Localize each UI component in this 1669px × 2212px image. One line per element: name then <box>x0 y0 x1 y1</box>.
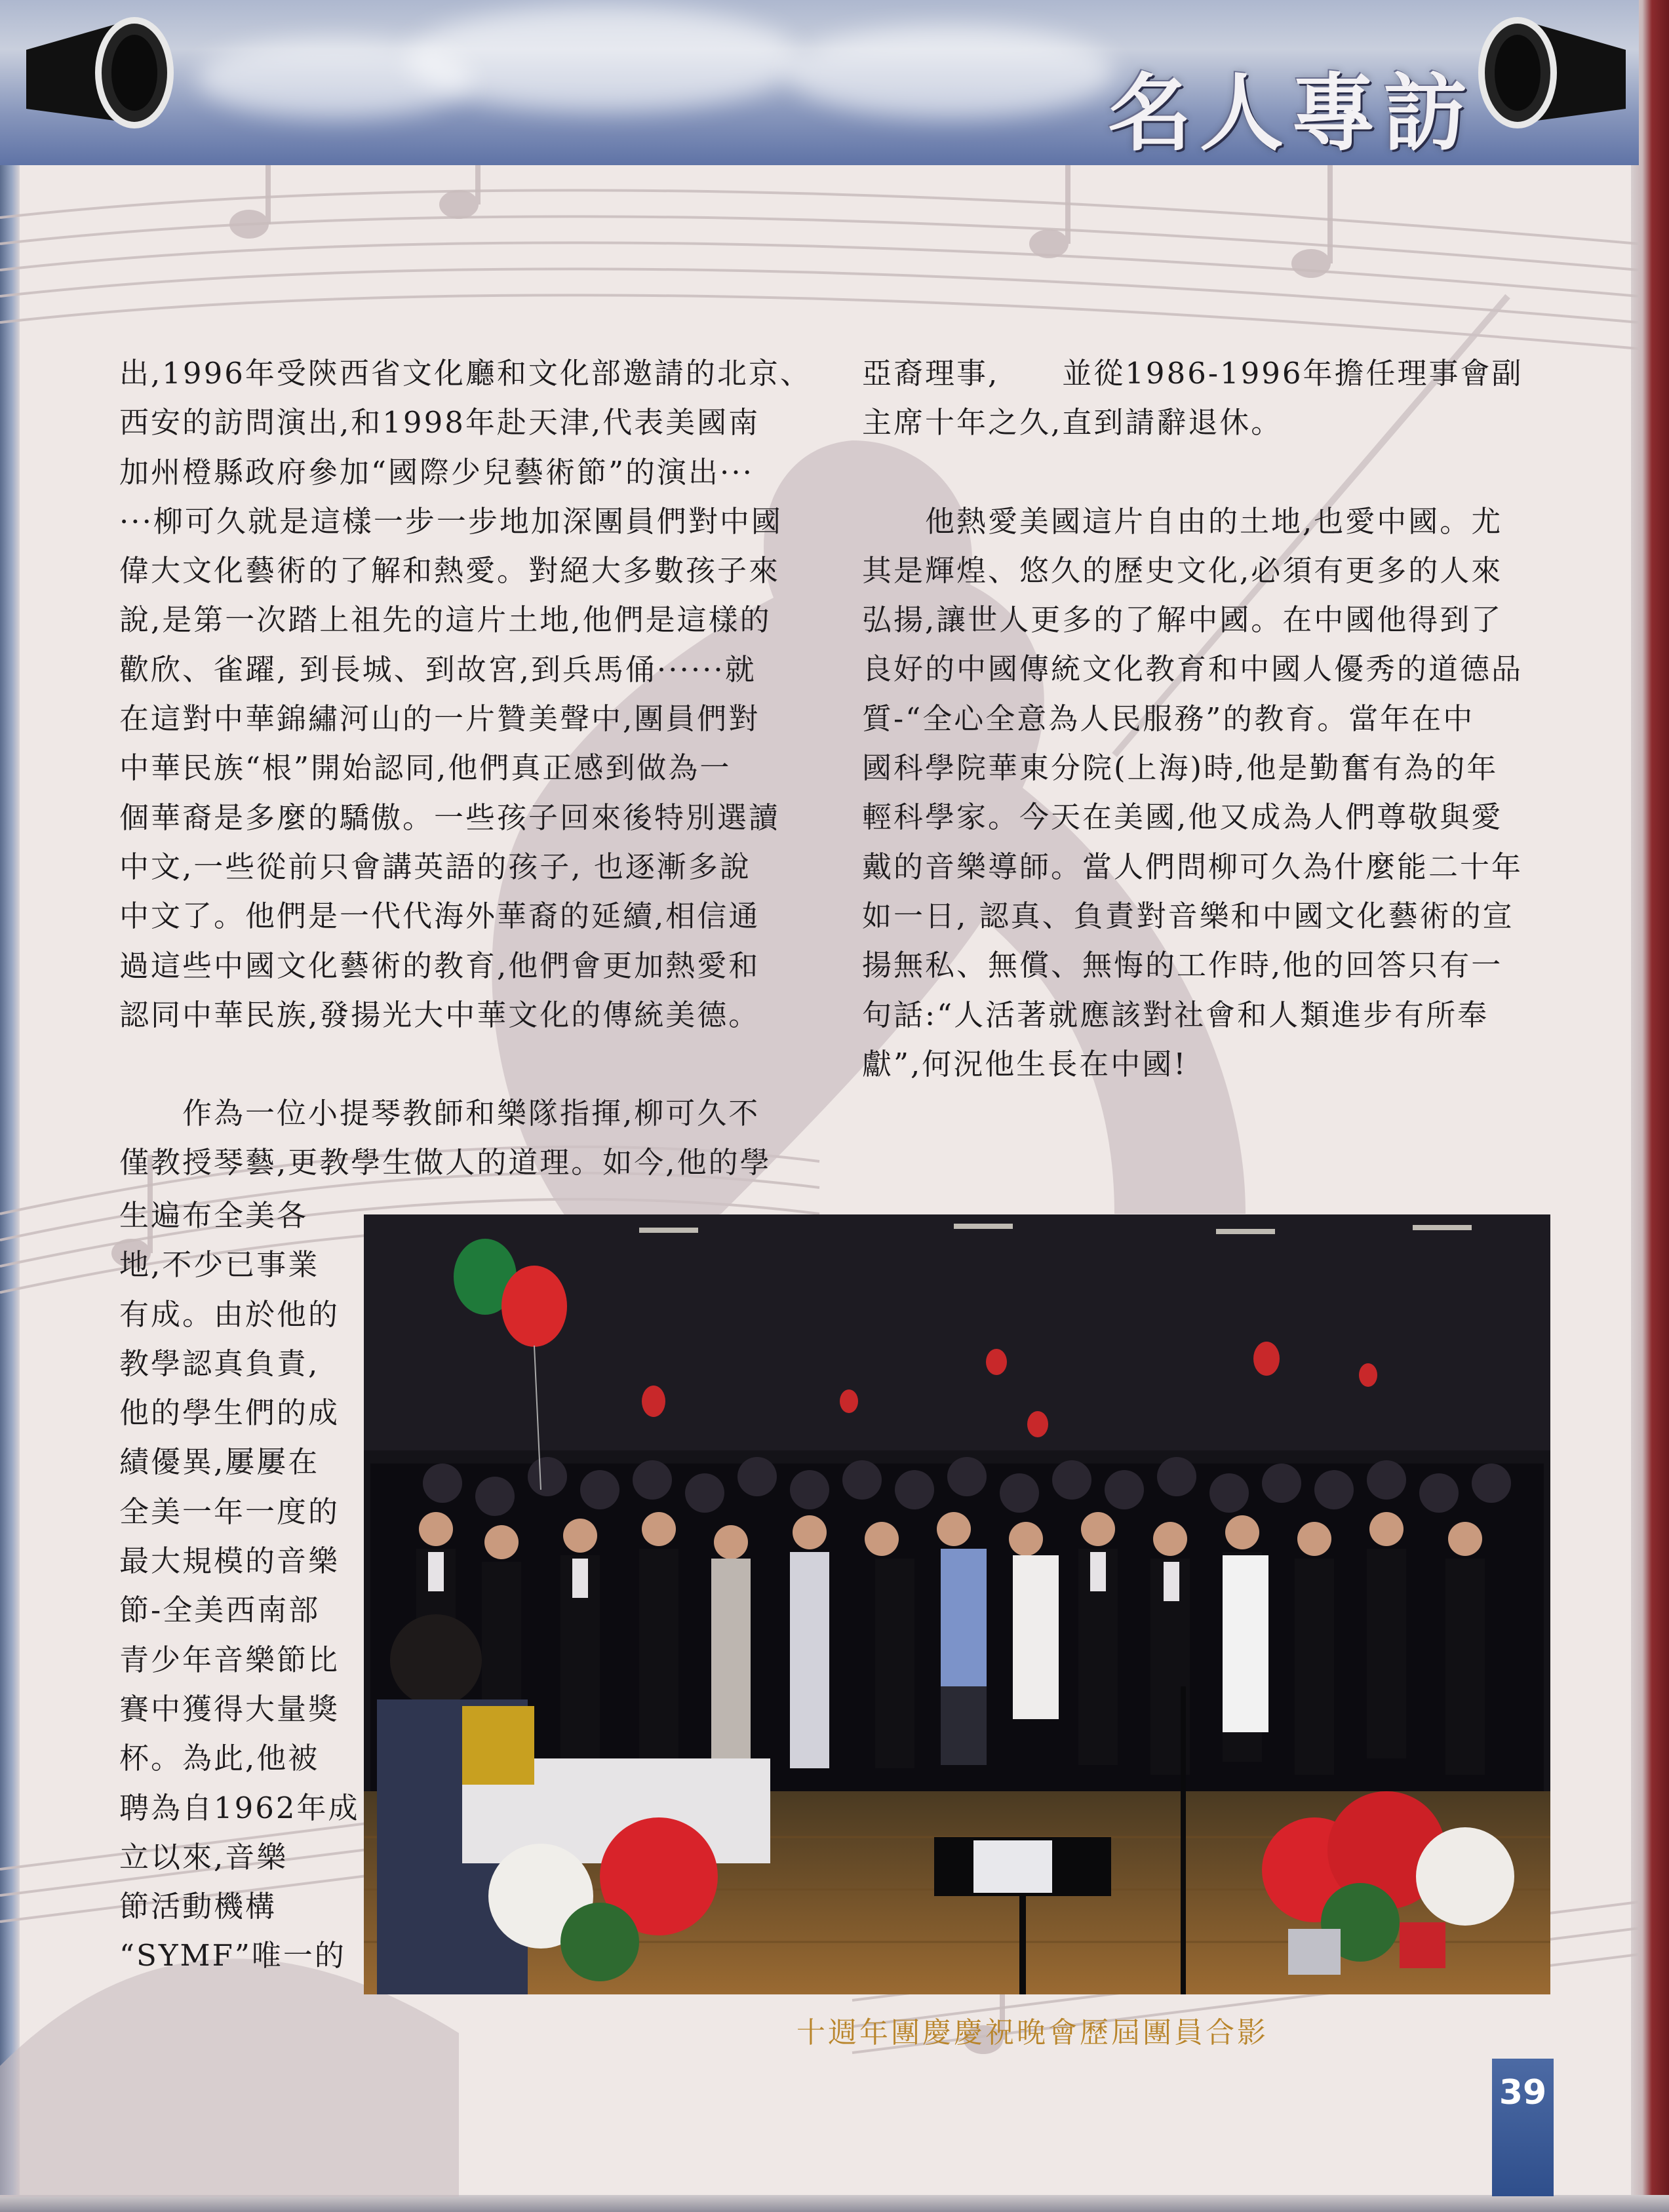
text-line: 其是輝煌、悠久的歷史文化,必須有更多的人來 <box>862 553 1503 588</box>
text-line: 戴的音樂導師。當人們問柳可久為什麼能二十年 <box>862 849 1523 884</box>
text-line: 僅教授琴藝,更教學生做人的道理。如今,他的學 <box>119 1145 772 1180</box>
text-line: 質-“全心全意為人民服務”的教育。當年在中 <box>862 701 1475 736</box>
text-line: 青少年音樂節比 <box>119 1642 340 1677</box>
text-line: 中文,一些從前只會講英語的孩子, 也逐漸多說 <box>119 849 751 884</box>
section-header-banner <box>0 0 1639 165</box>
text-line: 西安的訪問演出,和1998年赴天津,代表美國南 <box>119 405 760 440</box>
page-number: 39 <box>1499 2073 1547 2112</box>
text-line: 中文了。他們是一代代海外華裔的延續,相信通 <box>119 899 760 934</box>
photo-caption: 十週年團慶慶祝晚會歷屆團員合影 <box>796 2016 1268 2049</box>
text-line: 弘揚,讓世人更多的了解中國。在中國他得到了 <box>862 602 1503 638</box>
text-line: 杯。為此,他被 <box>119 1741 320 1776</box>
left-paragraph-1 <box>119 349 822 1039</box>
text-line: 他熱愛美國這片自由的土地,也愛中國。尤 <box>862 503 1503 539</box>
text-line: 歡欣、雀躍, 到長城、到故宮,到兵馬俑······就 <box>119 651 756 687</box>
left-paragraph-2 <box>119 1089 822 1188</box>
text-line: 如一日, 認真、負責對音樂和中國文化藝術的宣 <box>862 898 1514 933</box>
left-text-column <box>119 349 822 1188</box>
text-line: 教學認真負責, <box>119 1346 320 1381</box>
text-line: 獻”,何況他生長在中國! <box>862 1046 1188 1081</box>
text-line: 節活動機構 <box>119 1889 277 1924</box>
text-line: 出,1996年受陝西省文化廳和文化部邀請的北京、 <box>119 356 812 391</box>
text-line: ···柳可久就是這樣一步一步地加深團員們對中國 <box>119 503 783 539</box>
text-line: 說,是第一次踏上祖先的這片土地,他們是這樣的 <box>119 602 772 638</box>
text-line: 加州橙縣政府參加“國際少兒藝術節”的演出··· <box>119 454 754 490</box>
text-line: 過這些中國文化藝術的教育,他們會更加熱愛和 <box>119 948 760 983</box>
text-line: 良好的中國傳統文化教育和中國人優秀的道德品 <box>862 651 1523 687</box>
text-line: 節-全美西南部 <box>119 1593 321 1628</box>
text-line: 賽中獲得大量獎 <box>119 1691 340 1726</box>
page-number-tab <box>1492 2059 1554 2196</box>
text-line: 個華裔是多麼的驕傲。一些孩子回來後特別選讀 <box>119 800 781 835</box>
text-line: 作為一位小提琴教師和樂隊指揮,柳可久不 <box>119 1096 760 1131</box>
text-line: 國科學院華東分院(上海)時,他是勤奮有為的年 <box>862 750 1499 786</box>
spotlight-left-icon <box>26 10 177 135</box>
text-line: 輕科學家。今天在美國,他又成為人們尊敬與愛 <box>862 800 1503 835</box>
section-title: 名人專訪 <box>1107 65 1475 163</box>
text-line: “SYMF”唯一的 <box>119 1938 346 1973</box>
text-line: 績優異,屢屢在 <box>119 1445 320 1480</box>
text-line: 句話:“人活著就應該對社會和人類進步有所奉 <box>862 997 1489 1032</box>
text-line: 中華民族“根”開始認同,他們真正感到做為一 <box>119 750 732 786</box>
group-photo-illustration <box>364 1214 1550 1994</box>
text-line: 聘為自1962年成 <box>119 1790 360 1825</box>
right-text-column <box>862 349 1565 1089</box>
text-line: 生遍布全美各 <box>119 1198 309 1233</box>
text-line: 主席十年之久,直到請辭退休。 <box>862 405 1283 440</box>
text-line: 他的學生們的成 <box>119 1395 340 1431</box>
group-photo <box>364 1214 1550 1994</box>
text-line: 亞裔理事, 並從1986-1996年擔任理事會副 <box>862 356 1523 391</box>
text-line: 地,不少已事業 <box>119 1247 320 1283</box>
text-line: 認同中華民族,發揚光大中華文化的傳統美德。 <box>119 997 760 1032</box>
text-line: 偉大文化藝術的了解和熱愛。對絕大多數孩子來 <box>119 553 781 589</box>
text-line: 有成。由於他的 <box>119 1296 340 1332</box>
text-line: 最大規模的音樂 <box>119 1543 340 1579</box>
spotlight-right-icon <box>1475 10 1626 135</box>
text-line: 立以來,音樂 <box>119 1839 288 1874</box>
text-line: 揚無私、無償、無悔的工作時,他的回答只有一 <box>862 948 1503 983</box>
left-narrow-text <box>119 1191 360 1981</box>
text-line: 在這對中華錦繡河山的一片贊美聲中,團員們對 <box>119 701 760 737</box>
right-paragraph-2 <box>862 497 1565 1089</box>
page-bottom-edge <box>0 2195 1669 2212</box>
right-paragraph-1 <box>862 349 1565 448</box>
text-line: 全美一年一度的 <box>119 1494 340 1529</box>
